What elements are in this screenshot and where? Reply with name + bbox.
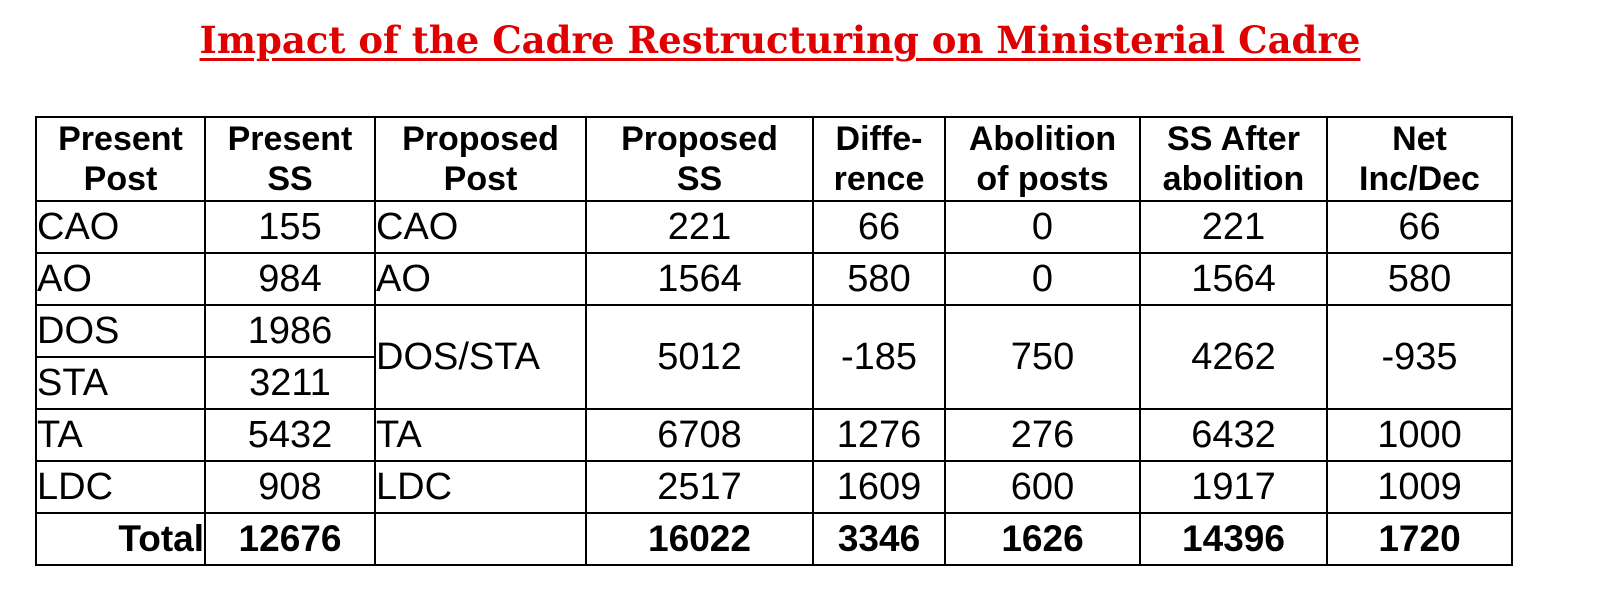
cell-proposed-ss: 2517	[586, 461, 813, 513]
cell-present-ss: 5432	[205, 409, 375, 461]
cell-abolition: 750	[945, 305, 1140, 409]
cell-present-ss: 1986	[205, 305, 375, 357]
cell-present-ss: 155	[205, 201, 375, 253]
cell-present-post: DOS	[36, 305, 205, 357]
cell-difference: 66	[813, 201, 945, 253]
header-present-post: Present Post	[36, 117, 205, 201]
cell-ss-after: 4262	[1140, 305, 1327, 409]
table-row-ldc	[36, 461, 1512, 513]
cell-proposed-ss: 6708	[586, 409, 813, 461]
cell-ss-after: 6432	[1140, 409, 1327, 461]
header-net: Net Inc/Dec	[1327, 117, 1512, 201]
cell-abolition: 1626	[945, 513, 1140, 565]
cell-abolition: 0	[945, 201, 1140, 253]
cell-ss-after: 1564	[1140, 253, 1327, 305]
cell-total-label: Total	[36, 513, 205, 565]
table-row-cao	[36, 201, 1512, 253]
cell-present-post: STA	[36, 357, 205, 409]
header-ss-after: SS After abolition	[1140, 117, 1327, 201]
cell-proposed-ss: 5012	[586, 305, 813, 409]
cell-present-ss: 984	[205, 253, 375, 305]
cell-ss-after: 221	[1140, 201, 1327, 253]
cell-proposed-post: DOS/STA	[375, 305, 586, 409]
table-row-ta	[36, 409, 1512, 461]
cell-present-post: LDC	[36, 461, 205, 513]
cell-proposed-post-empty	[375, 513, 586, 565]
header-abolition: Abolition of posts	[945, 117, 1140, 201]
page-title: Impact of the Cadre Restructuring on Ministerial Cadre	[199, 18, 1361, 62]
cell-present-ss: 3211	[205, 357, 375, 409]
cell-ss-after: 14396	[1140, 513, 1327, 565]
cell-net: 1009	[1327, 461, 1512, 513]
cell-proposed-post: TA	[375, 409, 586, 461]
cell-proposed-ss: 1564	[586, 253, 813, 305]
cell-difference: -185	[813, 305, 945, 409]
cell-net: 1000	[1327, 409, 1512, 461]
cell-difference: 1276	[813, 409, 945, 461]
cell-proposed-ss: 221	[586, 201, 813, 253]
cell-proposed-post: AO	[375, 253, 586, 305]
cell-net: 66	[1327, 201, 1512, 253]
table-row-ao	[36, 253, 1512, 305]
header-proposed-ss: Proposed SS	[586, 117, 813, 201]
cell-abolition: 600	[945, 461, 1140, 513]
header-present-ss: Present SS	[205, 117, 375, 201]
cell-present-post: CAO	[36, 201, 205, 253]
table-row-dos	[36, 305, 1512, 357]
cell-difference: 3346	[813, 513, 945, 565]
cell-present-ss: 908	[205, 461, 375, 513]
table-row-total	[36, 513, 1512, 565]
cell-net: 1720	[1327, 513, 1512, 565]
cell-proposed-post: LDC	[375, 461, 586, 513]
header-proposed-post: Proposed Post	[375, 117, 586, 201]
cell-present-post: TA	[36, 409, 205, 461]
cell-ss-after: 1917	[1140, 461, 1327, 513]
cell-proposed-post: CAO	[375, 201, 586, 253]
cell-difference: 580	[813, 253, 945, 305]
cell-abolition: 0	[945, 253, 1140, 305]
header-row	[36, 117, 1512, 201]
cell-present-post: AO	[36, 253, 205, 305]
header-difference: Diffe- rence	[813, 117, 945, 201]
cell-abolition: 276	[945, 409, 1140, 461]
cell-proposed-ss: 16022	[586, 513, 813, 565]
cell-net: -935	[1327, 305, 1512, 409]
cell-net: 580	[1327, 253, 1512, 305]
cell-present-ss: 12676	[205, 513, 375, 565]
cell-difference: 1609	[813, 461, 945, 513]
cadre-table	[35, 116, 1513, 566]
